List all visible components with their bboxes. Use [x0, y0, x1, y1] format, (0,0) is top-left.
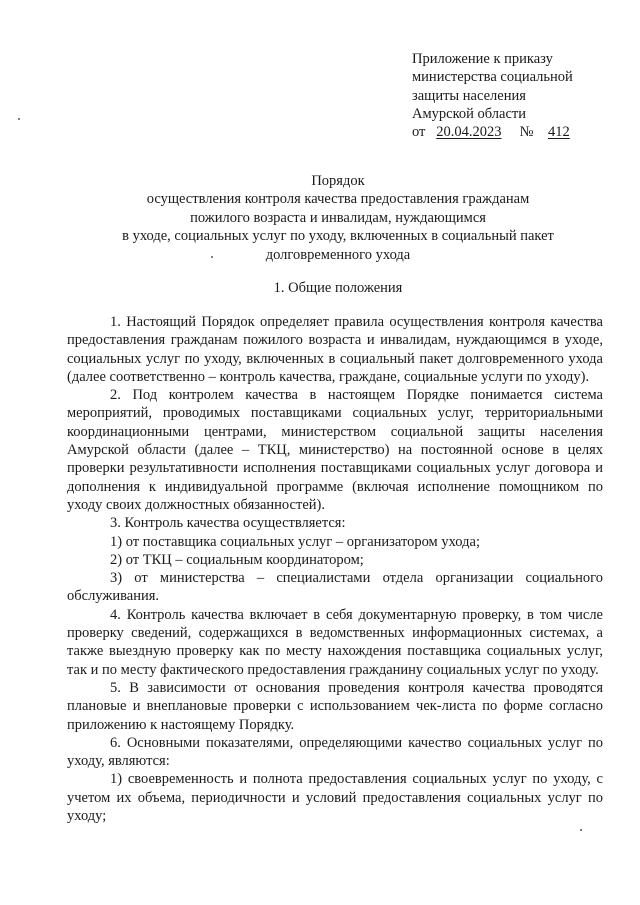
paragraph-6-item-1: 1) своевременность и полнота предоставления социальных услуг по уходу, с учетом их объема, периодичности и условий предоставления социальных услуг по уходу;	[67, 771, 603, 825]
order-date: 20.04.2023	[436, 124, 502, 141]
paragraph-3-item-1: 1) от поставщика социальных услуг – организатором ухода;	[110, 533, 480, 550]
paragraph-3-item-3: 3) от министерства – специалистами отдела организации социального обслуживания.	[67, 570, 603, 605]
scan-speck	[580, 829, 582, 831]
paragraph-1: 1. Настоящий Порядок определяет правила осуществления контроля качества предоставления гражданам пожилого возраста и инвалидам, нуждающимся в уходе, социальных услуг по уходу, включенных в социальный пакет долговременного ухода (далее соответственно – контроль качества, граждане, социальные услуги по уходу).	[67, 314, 603, 385]
number-sign: №	[519, 124, 534, 141]
appendix-line-3: защиты населения	[412, 87, 526, 104]
title-line-4: в уходе, социальных услуг по уходу, включенных в социальный пакет	[122, 228, 554, 245]
document-body	[67, 313, 603, 825]
date-prefix: от	[412, 124, 426, 141]
document-title	[60, 172, 616, 264]
appendix-line-2: министерства социальной	[412, 69, 573, 86]
paragraph-6: 6. Основными показателями, определяющими качество социальных услуг по уходу, являются:	[67, 734, 603, 770]
scan-speck	[211, 256, 213, 258]
paragraph-2: 2. Под контролем качества в настоящем Порядке понимается система мероприятий, проводимых поставщиками социальных услуг, территориальными координационными центрами, министерством социальной защиты населения Амурской области (далее – ТКЦ, министерство) на постоянной основе в целях проверки результативности исполнения поставщиками социальных услуг договора и дополнения к индивидуальной программе (включая исполнение помощником по уходу своих должностных обязанностей).	[67, 387, 603, 513]
title-line-1: Порядок	[311, 173, 365, 189]
title-line-3: пожилого возраста и инвалидам, нуждающимся	[190, 209, 486, 226]
title-line-5: долговременного ухода	[265, 246, 411, 263]
appendix-block	[412, 50, 632, 141]
paragraph-3: 3. Контроль качества осуществляется:	[110, 515, 346, 532]
paragraph-3-item-2: 2) от ТКЦ – социальным координатором;	[110, 551, 364, 568]
appendix-date-line	[412, 123, 632, 141]
appendix-line-1: Приложение к приказу	[412, 51, 553, 67]
appendix-line-4: Амурской области	[412, 105, 526, 122]
paragraph-4: 4. Контроль качества включает в себя документарную проверку, в том числе проверку сведений, содержащихся в ведомственных информационных системах, а также выездную проверку как по месту нахождения поставщика социальных услуг, так и по месту фактического предоставления гражданину социальных услуг по уходу.	[67, 606, 603, 678]
section-heading: 1. Общие положения	[273, 280, 403, 296]
paragraph-5: 5. В зависимости от основания проведения контроля качества проводятся плановые и внеплановые проверки с использованием чек-листа по форме согласно приложению к настоящему Порядку.	[67, 679, 603, 733]
scan-speck	[18, 118, 20, 120]
title-line-2: осуществления контроля качества предоставления гражданам	[146, 191, 530, 208]
order-number: 412	[548, 124, 570, 141]
